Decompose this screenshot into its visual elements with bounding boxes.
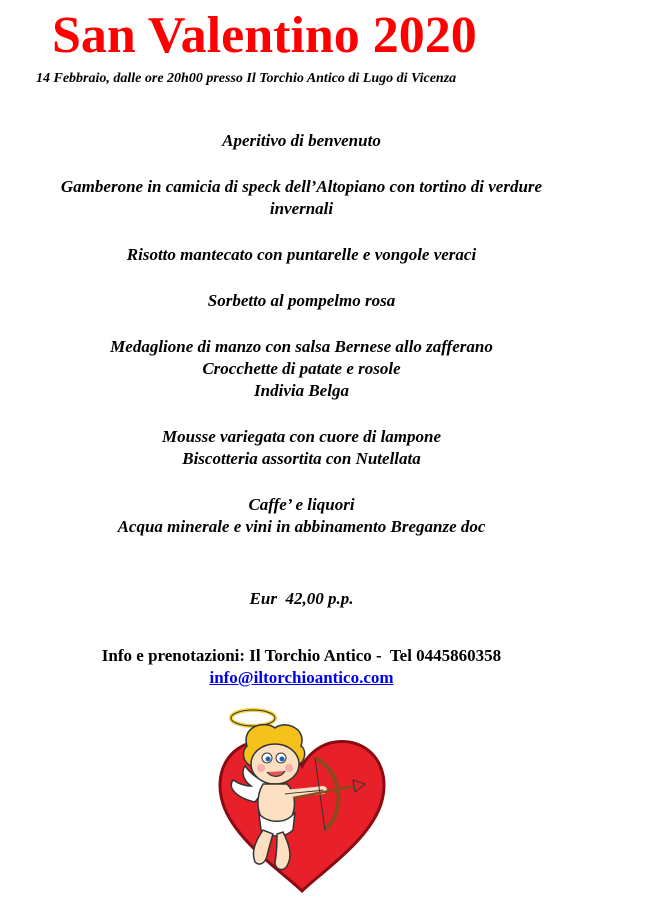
course-dolce-line-2: Biscotteria assortita con Nutellata [182, 449, 421, 468]
cupid-heart-icon [215, 706, 390, 896]
course-caffe-line-1: Caffe’ e liquori [248, 495, 355, 514]
course-dolce [0, 426, 603, 470]
event-subtitle: 14 Febbraio, dalle ore 20h00 presso Il Torchio Antico di Lugo di Vicenza [36, 71, 457, 86]
course-primo: Risotto mantecato con puntarelle e vongole veraci [126, 245, 477, 264]
course-secondo-line-1: Medaglione di manzo con salsa Bernese allo zafferano [110, 337, 493, 356]
course-aperitivo: Aperitivo di benvenuto [222, 131, 381, 150]
face [251, 744, 299, 784]
course-secondo [0, 336, 603, 402]
menu [0, 130, 603, 538]
booking-info: Info e prenotazioni: Il Torchio Antico - Tel 0445860358 [101, 646, 502, 665]
course-antipasto-line-1: Gamberone in camicia di speck dell’Altopiano con tortino di verdure [60, 177, 543, 196]
course-antipasto-line-2: invernali [269, 199, 334, 218]
course-secondo-line-2: Crocchette di patate e rosole [202, 359, 401, 378]
price: Eur 42,00 p.p. [249, 589, 354, 608]
course-caffe-line-2: Acqua minerale e vini in abbinamento Breganze doc [117, 517, 486, 536]
heart-shape [220, 742, 384, 891]
course-dolce-line-1: Mousse variegata con cuore di lampone [161, 427, 442, 446]
email-line [0, 667, 603, 689]
course-secondo-line-3: Indivia Belga [254, 381, 349, 400]
course-antipasto [0, 176, 603, 220]
course-caffe [0, 494, 603, 538]
email-link[interactable]: info@iltorchioantico.com [209, 668, 394, 687]
page-title: San Valentino 2020 [52, 7, 477, 64]
course-sorbetto: Sorbetto al pompelmo rosa [207, 291, 396, 310]
